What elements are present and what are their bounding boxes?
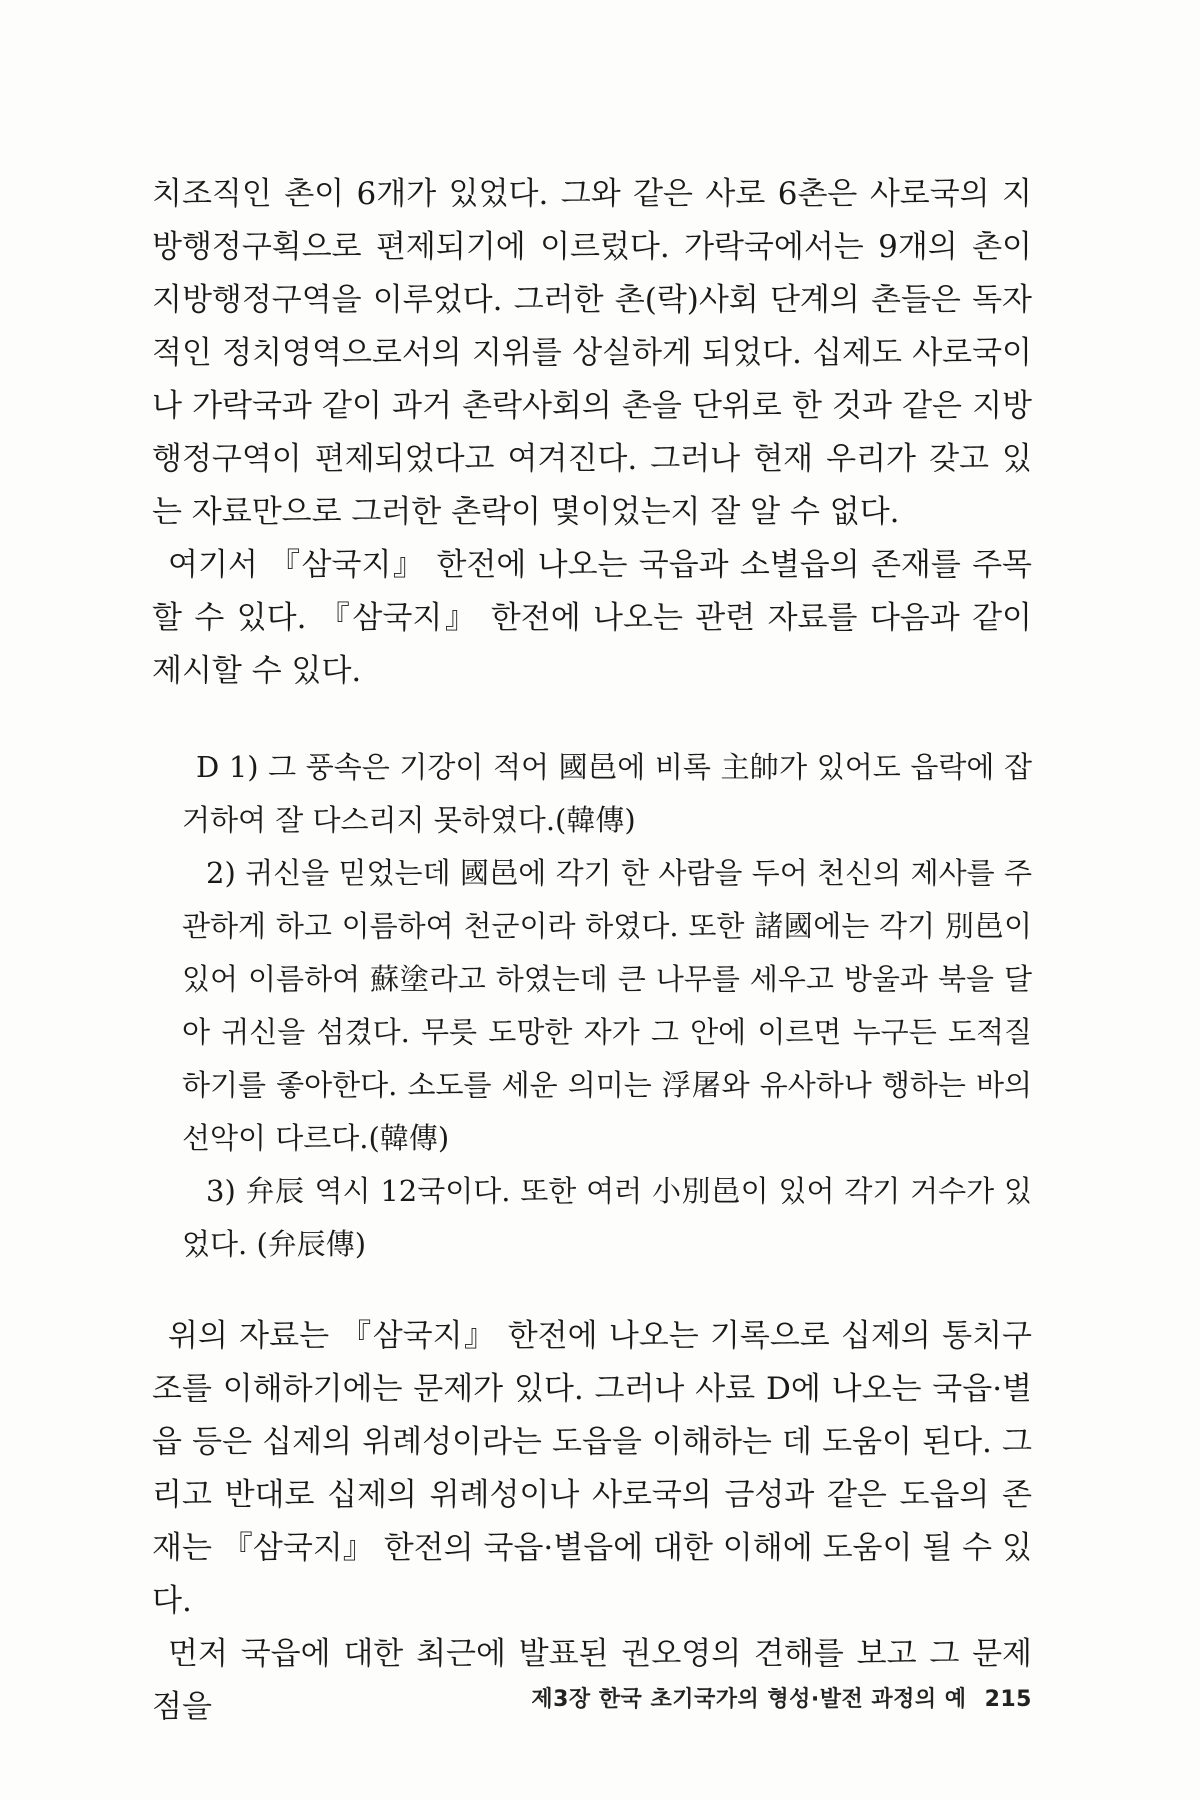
running-footer — [420, 1682, 1032, 1713]
page-number: 215 — [984, 1687, 1032, 1712]
paragraph-analysis: 위의 자료는 『삼국지』 한전에 나오는 기록으로 십제의 통치구조를 이해하기에는 문제가 있다. 그러나 사료 D에 나오는 국읍·별읍 등은 십제의 위례성이라는 도읍을 이해하는 데 도움이 된다. 그리고 반대로 십제의 위례성이나 사로국의 금성과 같은 도읍의 존재는 『삼국지』 한전의 국읍·별읍에 대한 이해에 도움이 될 수 있다. — [152, 1318, 1032, 1619]
spacer — [152, 698, 1032, 741]
source-d3: 3) 弁辰 역시 12국이다. 또한 여러 小別邑이 있어 각기 거수가 있었다. (弁辰傳) — [182, 1174, 1032, 1261]
paragraph-continued: 치조직인 촌이 6개가 있었다. 그와 같은 사로 6촌은 사로국의 지방행정구획으로 편제되기에 이르렀다. 가락국에서는 9개의 촌이 지방행정구역을 이루었다. 그러한 촌(락)사회 단계의 촌들은 독자적인 정치영역으로서의 지위를 상실하게 되었다. 십제도 사로국이나 가락국과 같이 과거 촌락사회의 촌을 단위로 한 것과 같은 지방행정구역이 편제되었다고 여겨진다. 그러나 현재 우리가 갖고 있는 자료만으로 그러한 촌락이 몇이었는지 잘 알 수 없다. — [152, 176, 1032, 530]
chapter-title: 제3장 한국 초기국가의 형성·발전 과정의 예 — [531, 1687, 967, 1712]
body-text — [152, 168, 1032, 1734]
spacer — [152, 1271, 1032, 1310]
source-quotation-block — [182, 741, 1032, 1271]
source-d2: 2) 귀신을 믿었는데 國邑에 각기 한 사람을 두어 천신의 제사를 주관하게 하고 이름하여 천군이라 하였다. 또한 諸國에는 각기 別邑이 있어 이름하여 蘇塗라고 하였는데 큰 나무를 세우고 방울과 북을 달아 귀신을 섬겼다. 무릇 도망한 자가 그 안에 이르면 누구든 도적질하기를 좋아한다. 소도를 세운 의미는 浮屠와 유사하나 행하는 바의 선악이 다르다.(韓傳) — [182, 856, 1032, 1155]
paragraph-intro-sources: 여기서 『삼국지』 한전에 나오는 국읍과 소별읍의 존재를 주목할 수 있다. 『삼국지』 한전에 나오는 관련 자료를 다음과 같이 제시할 수 있다. — [152, 547, 1032, 689]
source-d1: D 1) 그 풍속은 기강이 적어 國邑에 비록 主帥가 있어도 읍락에 잡거하여 잘 다스리지 못하였다.(韓傳) — [182, 750, 1032, 837]
paragraph-next: 먼저 국읍에 대한 최근에 발표된 권오영의 견해를 보고 그 문제점을 — [152, 1636, 1032, 1725]
